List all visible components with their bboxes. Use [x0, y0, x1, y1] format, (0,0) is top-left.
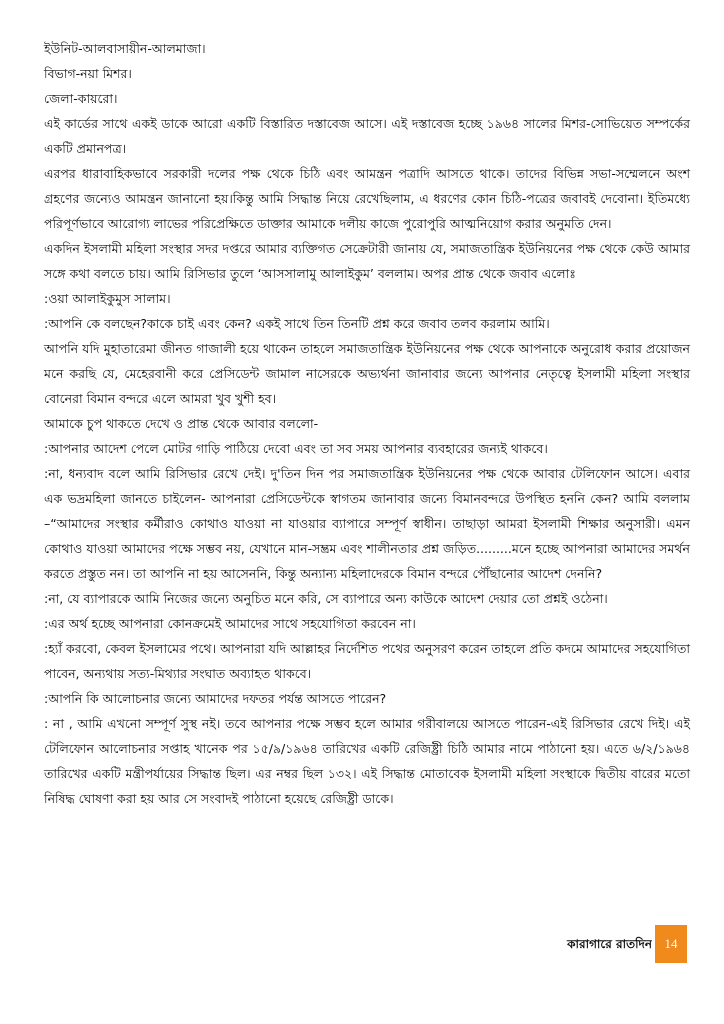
paragraph-division: বিভাগ-নয়া মিশর।: [44, 66, 132, 81]
paragraph-second-call: :না, ধন্যবাদ বলে আমি রিসিভার রেখে দেই। দু'তিন দিন পর সমাজতান্ত্রিক ইউনিয়নের পক্ষ থেকে আবার টেলিফোন আসে। এবার এক ভদ্রমহিলা জানতে চাইলেন- আপনারা প্রেসিডেন্টকে স্বাগতম জানাবার জন্যে বিমানবন্দরে উপস্থিত হননি কেন? আমি বললাম –“আমাদের সংস্থার কর্মীরাও কোথাও যাওয়া না যাওয়ার ব্যাপারে সম্পূর্ণ স্বাধীন। তাছাড়া আমরা ইসলামী শিক্ষার অনুসারী। এমন কোথাও যাওয়া আমাদের পক্ষে সম্ভব নয়, যেখানে মান-সম্ভ্রম এবং শালীনতার প্রশ্ন জড়িত.........মনে হচ্ছে আপনারা আমাদের সমর্থন করতে প্রস্তুত নন। তা আপনি না হয় আসেননি, কিন্তু অন্যান্য মহিলাদেরকে বিমান বন্দরে পৌঁছানোর আদেশ দেননি?: [44, 466, 690, 581]
paragraph-car-offer: :আপনার আদেশ পেলে মোটর গাড়ি পাঠিয়ে দেবো এবং তা সব সময় আপনার ব্যবহারের জন্যই থাকবে।: [44, 441, 548, 456]
paragraph-phone-call: একদিন ইসলামী মহিলা সংস্থার সদর দপ্তরে আমার ব্যক্তিগত সেক্রেটারী জানায় যে, সমাজতান্ত্রিক ইউনিয়নের পক্ষ থেকে কেউ আমার সঙ্গে কথা বলতে চায়। আমি রিসিভার তুলে ‘আসসালামু আলাইকুম’ বললাম। অপর প্রান্ত থেকে জবাব এলোঃ: [44, 241, 690, 281]
paragraph-office-question: :আপনি কি আলোচনার জন্যে আমাদের দফতর পর্যন্ত আসতে পারেন?: [44, 691, 387, 706]
paragraph-ban-notice: : না , আমি এখনো সম্পূর্ণ সুস্থ নই। তবে আপনার পক্ষে সম্ভব হলে আমার গরীবালয়ে আসতে পারেন-এই রিসিভার রেখে দিই। এই টেলিফোন আলোচনার সপ্তাহ খানেক পর ১৫/৯/১৯৬৪ তারিখের একটি রেজিষ্ট্রী চিঠি আমার নামে পাঠানো হয়। এতে ৬/২/১৯৬৪ তারিখের একটি মন্ত্রীপর্যায়ের সিদ্ধান্ত ছিল। এর নম্বর ছিল ১৩২। এই সিদ্ধান্ত মোতাবেক ইসলামী মহিলা সংস্থাকে দ্বিতীয় বারের মতো নিষিদ্ধ ঘোষণা করা হয় আর সে সংবাদই পাঠানো হয়েছে রেজিষ্ট্রী ডাকে।: [44, 716, 690, 806]
footer-book-title: কারাগারে রাতদিন: [567, 937, 652, 951]
page-body: [44, 36, 690, 811]
paragraph-document-note: এই কার্ডের সাথে একই ডাকে আরো একটি বিস্তারিত দস্তাবেজ আসে। এই দস্তাবেজ হচ্ছে ১৯৬৪ সালের মিশর-সোভিয়েত সম্পর্কের একটি প্রমানপত্র।: [44, 116, 690, 156]
paragraph-unit: ইউনিট-আলবাসায়ীন-আলমাজা।: [44, 41, 206, 56]
page-number: 14: [655, 925, 687, 963]
paragraph-islam-path: :হ্যাঁ করবো, কেবল ইসলামের পথে। আপনারা যদি আল্লাহর নির্দেশিত পথের অনুসরণ করেন তাহলে প্রতি কদমে আমাদের সহযোগিতা পাবেন, অন্যথায় সত্য-মিথ্যার সংঘাত অব্যাহত থাকবে।: [44, 641, 690, 681]
paragraph-invitations: এরপর ধারাবাহিকভাবে সরকারী দলের পক্ষ থেকে চিঠি এবং আমন্ত্রন পত্রাদি আসতে থাকে। তাদের বিভিন্ন সভা-সম্মেলনে অংশ গ্রহণের জন্যেও আমন্ত্রন জানানো হয়।কিন্তু আমি সিদ্ধান্ত নিয়ে রেখেছিলাম, এ ধরণের কোন চিঠি-পত্রের জবাবই দেবোনা। ইতিমধ্যে পরিপূর্ণভাবে আরোগ্য লাভের পরিপ্রেক্ষিতে ডাক্তার আমাকে দলীয় কাজে পুরোপুরি আত্মনিয়োগ করার অনুমতি দেন।: [44, 166, 690, 231]
paragraph-district: জেলা-কায়রো।: [44, 91, 118, 106]
paragraph-no-cooperation: :এর অর্থ হচ্ছে আপনারা কোনক্রমেই আমাদের সাথে সহযোগিতা করবেন না।: [44, 616, 416, 631]
paragraph-request: আপনি যদি মুহাতারেমা জীনত গাজালী হয়ে থাকেন তাহলে সমাজতান্ত্রিক ইউনিয়নের পক্ষ থেকে আপনাকে অনুরোধ করার প্রয়োজন মনে করছি যে, মেহেরবানী করে প্রেসিডেন্ট জামাল নাসেরকে অভ্যর্থনা জানাবার জন্যে আপনার নেতৃত্বে ইসলামী মহিলা সংস্থার বোনেরা বিমান বন্দরে এলে আমরা খুব খুশী হব।: [44, 341, 690, 406]
paragraph-reply-salam: :ওয়া আলাইকুমুস সালাম।: [44, 291, 171, 306]
paragraph-silence: আমাকে চুপ থাকতে দেখে ও প্রান্ত থেকে আবার বললো-: [44, 416, 319, 431]
paragraph-who-calling: :আপনি কে বলছেন?কাকে চাই এবং কেন? একই সাথে তিন তিনটি প্রশ্ন করে জবাব তলব করলাম আমি।: [44, 316, 550, 331]
paragraph-refusal: :না, যে ব্যাপারকে আমি নিজের জন্যে অনুচিত মনে করি, সে ব্যাপারে অন্য কাউকে আদেশ দেয়ার তো প্রশ্নই ওঠেনা।: [44, 591, 608, 606]
